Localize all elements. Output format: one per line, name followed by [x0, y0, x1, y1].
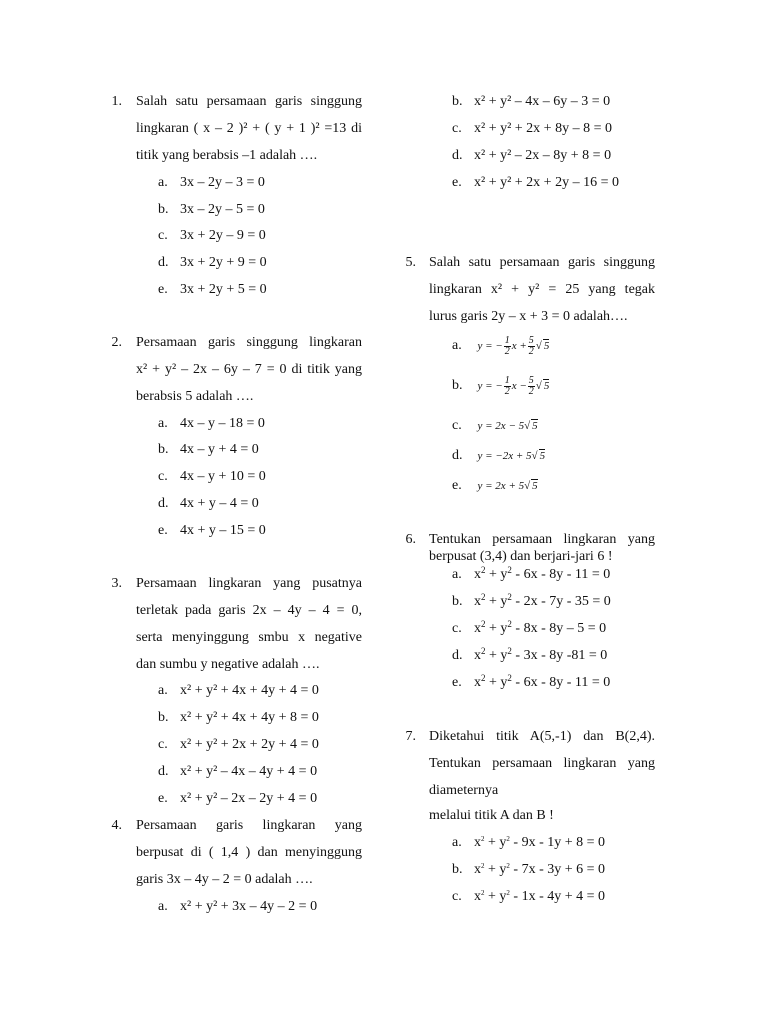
question-text-line: serta menyinggung smbu x negative: [136, 630, 362, 645]
question-number: 7.: [405, 729, 416, 744]
option-c[interactable]: [452, 119, 612, 139]
option-text: 3x + 2y + 9 = 0: [180, 255, 267, 270]
question-number: 6.: [405, 532, 416, 547]
option-a[interactable]: [158, 173, 265, 193]
option-label: b.: [452, 94, 463, 109]
question-text-line: Tentukan persamaan lingkaran yang: [429, 756, 655, 771]
option-e[interactable]: [158, 280, 267, 300]
option-equation: y = 2x + 5√ 5: [477, 480, 538, 492]
option-e[interactable]: [452, 673, 610, 693]
option-b[interactable]: [452, 592, 611, 612]
option-text: 4x + y – 15 = 0: [180, 523, 266, 538]
option-label: b.: [158, 202, 169, 217]
option-text: 4x + y – 4 = 0: [180, 496, 259, 511]
option-label: a.: [158, 175, 168, 190]
option-text: x² + y² + 4x + 4y + 4 = 0: [180, 683, 319, 698]
option-text: x² + y² – 2x – 8y + 8 = 0: [474, 148, 612, 163]
question-text-line: garis 3x – 4y – 2 = 0 adalah ….: [136, 872, 313, 887]
option-b[interactable]: [158, 200, 265, 220]
option-label: d.: [452, 648, 463, 663]
option-text: 4x – y + 4 = 0: [180, 442, 259, 457]
option-text: $x^2 + y^2 - 6x - 8y - 11 = 0$: [474, 565, 611, 582]
option-text: x² + y² – 2x – 2y + 4 = 0: [180, 791, 318, 806]
option-label: e.: [158, 282, 168, 297]
option-label: c.: [158, 469, 168, 484]
option-label: b.: [158, 710, 169, 725]
option-b[interactable]: [452, 92, 610, 112]
question-number: 4.: [111, 818, 122, 833]
option-text: 3x – 2y – 3 = 0: [180, 175, 265, 190]
option-text: x² + y² + 2x + 2y – 16 = 0: [474, 175, 619, 190]
option-text: $x^2 + y^2 - 9x - 1y + 8 = 0$: [474, 835, 606, 850]
question-text-line: terletak pada garis 2x – 4y – 4 = 0,: [136, 603, 362, 618]
option-equation: y = 2x − 5√ 5: [477, 420, 538, 432]
question-text-line: diameternya: [429, 783, 499, 798]
option-label: b.: [158, 442, 169, 457]
question-text-line: Persamaan garis singgung lingkaran: [136, 335, 362, 350]
question-text-line: berpusat di ( 1,4 ) dan menyinggung: [136, 845, 362, 860]
option-text: 3x + 2y + 5 = 0: [180, 282, 267, 297]
option-d[interactable]: [158, 762, 317, 782]
option-c[interactable]: [158, 467, 266, 487]
question-text-line: Tentukan persamaan lingkaran yang: [429, 532, 655, 547]
option-a[interactable]: [452, 336, 549, 364]
option-c[interactable]: [158, 226, 266, 246]
option-equation: y = − $\frac{1}{2}$ x + $\frac{5}{2}$ √ 5: [477, 335, 550, 357]
question-text-line: x² + y² – 2x – 6y – 7 = 0 di titik yang: [136, 362, 362, 377]
option-label: a.: [452, 835, 462, 850]
question-text-line: lingkaran x² + y² = 25 yang tegak: [429, 282, 655, 297]
option-text: x² + y² – 4x – 4y + 4 = 0: [180, 764, 318, 779]
option-a[interactable]: [452, 833, 605, 853]
option-label: b.: [452, 594, 463, 609]
option-text: $x^2 + y^2 - 8x - 8y - 5 = 0$: [474, 619, 607, 636]
option-label: d.: [452, 148, 463, 163]
option-a[interactable]: [452, 565, 610, 585]
option-label: a.: [158, 683, 168, 698]
option-label: e.: [158, 523, 168, 538]
option-label: e.: [452, 478, 462, 493]
option-b[interactable]: [452, 376, 549, 404]
option-e[interactable]: [452, 476, 538, 496]
option-d[interactable]: [158, 253, 267, 273]
option-label: d.: [158, 764, 169, 779]
question-text-line: Persamaan garis lingkaran yang: [136, 818, 362, 833]
option-text: x² + y² + 2x + 8y – 8 = 0: [474, 121, 612, 136]
option-b[interactable]: [158, 440, 259, 460]
option-b[interactable]: [452, 860, 605, 880]
option-label: d.: [452, 448, 463, 463]
option-label: e.: [158, 791, 168, 806]
question-text-line: lingkaran ( x – 2 )² + ( y + 1 )² =13 di: [136, 121, 362, 136]
option-text: 4x – y + 10 = 0: [180, 469, 266, 484]
question-text-line: berabsis 5 adalah ….: [136, 389, 254, 404]
option-text: x² + y² + 3x – 4y – 2 = 0: [180, 899, 318, 914]
option-label: c.: [452, 621, 462, 636]
question-text-line: Persamaan lingkaran yang pusatnya: [136, 576, 362, 591]
option-text: $x^2 + y^2 - 6x - 8y - 11 = 0$: [474, 673, 611, 690]
option-label: a.: [452, 338, 462, 354]
option-text: 3x – 2y – 5 = 0: [180, 202, 265, 217]
option-label: e.: [452, 675, 462, 690]
option-label: d.: [158, 255, 169, 270]
option-text: $x^2 + y^2 - 7x - 3y + 6 = 0$: [474, 862, 606, 877]
option-a[interactable]: [158, 414, 265, 434]
option-text: 4x – y – 18 = 0: [180, 416, 265, 431]
option-label: a.: [158, 416, 168, 431]
option-e[interactable]: [158, 789, 317, 809]
option-label: a.: [452, 567, 462, 582]
option-text: 3x + 2y – 9 = 0: [180, 228, 266, 243]
option-c[interactable]: [452, 416, 538, 436]
option-text: x² + y² – 4x – 6y – 3 = 0: [474, 94, 611, 109]
option-d[interactable]: [452, 446, 545, 466]
option-d[interactable]: [452, 646, 607, 666]
question-number: 3.: [111, 576, 122, 591]
question-text-line: lurus garis 2y – x + 3 = 0 adalah….: [429, 309, 628, 324]
option-label: c.: [452, 889, 462, 904]
option-label: a.: [158, 899, 168, 914]
option-text: x² + y² + 4x + 4y + 8 = 0: [180, 710, 319, 725]
option-label: d.: [158, 496, 169, 511]
question-text-line: Diketahui titik A(5,-1) dan B(2,4).: [429, 729, 655, 744]
question-text-line: titik yang berabsis –1 adalah ….: [136, 148, 318, 163]
option-c[interactable]: [158, 735, 319, 755]
option-e[interactable]: [452, 173, 619, 193]
option-text: x² + y² + 2x + 2y + 4 = 0: [180, 737, 319, 752]
option-text: $x^2 + y^2 - 1x - 4y + 4 = 0$: [474, 889, 606, 904]
option-c[interactable]: [452, 619, 606, 639]
option-label: b.: [452, 378, 463, 394]
question-number: 5.: [405, 255, 416, 270]
question-text-line: dan sumbu y negative adalah ….: [136, 657, 320, 672]
question-text-line: melalui titik A dan B !: [429, 808, 554, 823]
option-d[interactable]: [158, 494, 259, 514]
option-b[interactable]: [158, 708, 319, 728]
option-label: c.: [158, 737, 168, 752]
option-label: c.: [452, 121, 462, 136]
question-text-line: berpusat (3,4) dan berjari-jari 6 !: [429, 549, 613, 564]
option-c[interactable]: [452, 887, 605, 907]
option-label: b.: [452, 862, 463, 877]
question-text-line: Salah satu persamaan garis singgung: [429, 255, 655, 270]
option-equation: y = − $\frac{1}{2}$ x − $\frac{5}{2}$ √ 5: [477, 375, 550, 397]
option-a[interactable]: [158, 681, 319, 701]
question-number: 2.: [111, 335, 122, 350]
option-label: c.: [158, 228, 168, 243]
option-label: e.: [452, 175, 462, 190]
question-number: 1.: [111, 94, 122, 109]
option-d[interactable]: [452, 146, 611, 166]
question-text-line: Salah satu persamaan garis singgung: [136, 94, 362, 109]
option-e[interactable]: [158, 521, 266, 541]
option-equation: y = −2x + 5√ 5: [477, 450, 546, 462]
option-text: $x^2 + y^2 - 2x - 7y - 35 = 0$: [474, 592, 611, 609]
option-a[interactable]: [158, 897, 317, 917]
option-label: c.: [452, 418, 462, 433]
option-text: $x^2 + y^2 - 3x - 8y$ -81 = 0: [474, 646, 608, 663]
